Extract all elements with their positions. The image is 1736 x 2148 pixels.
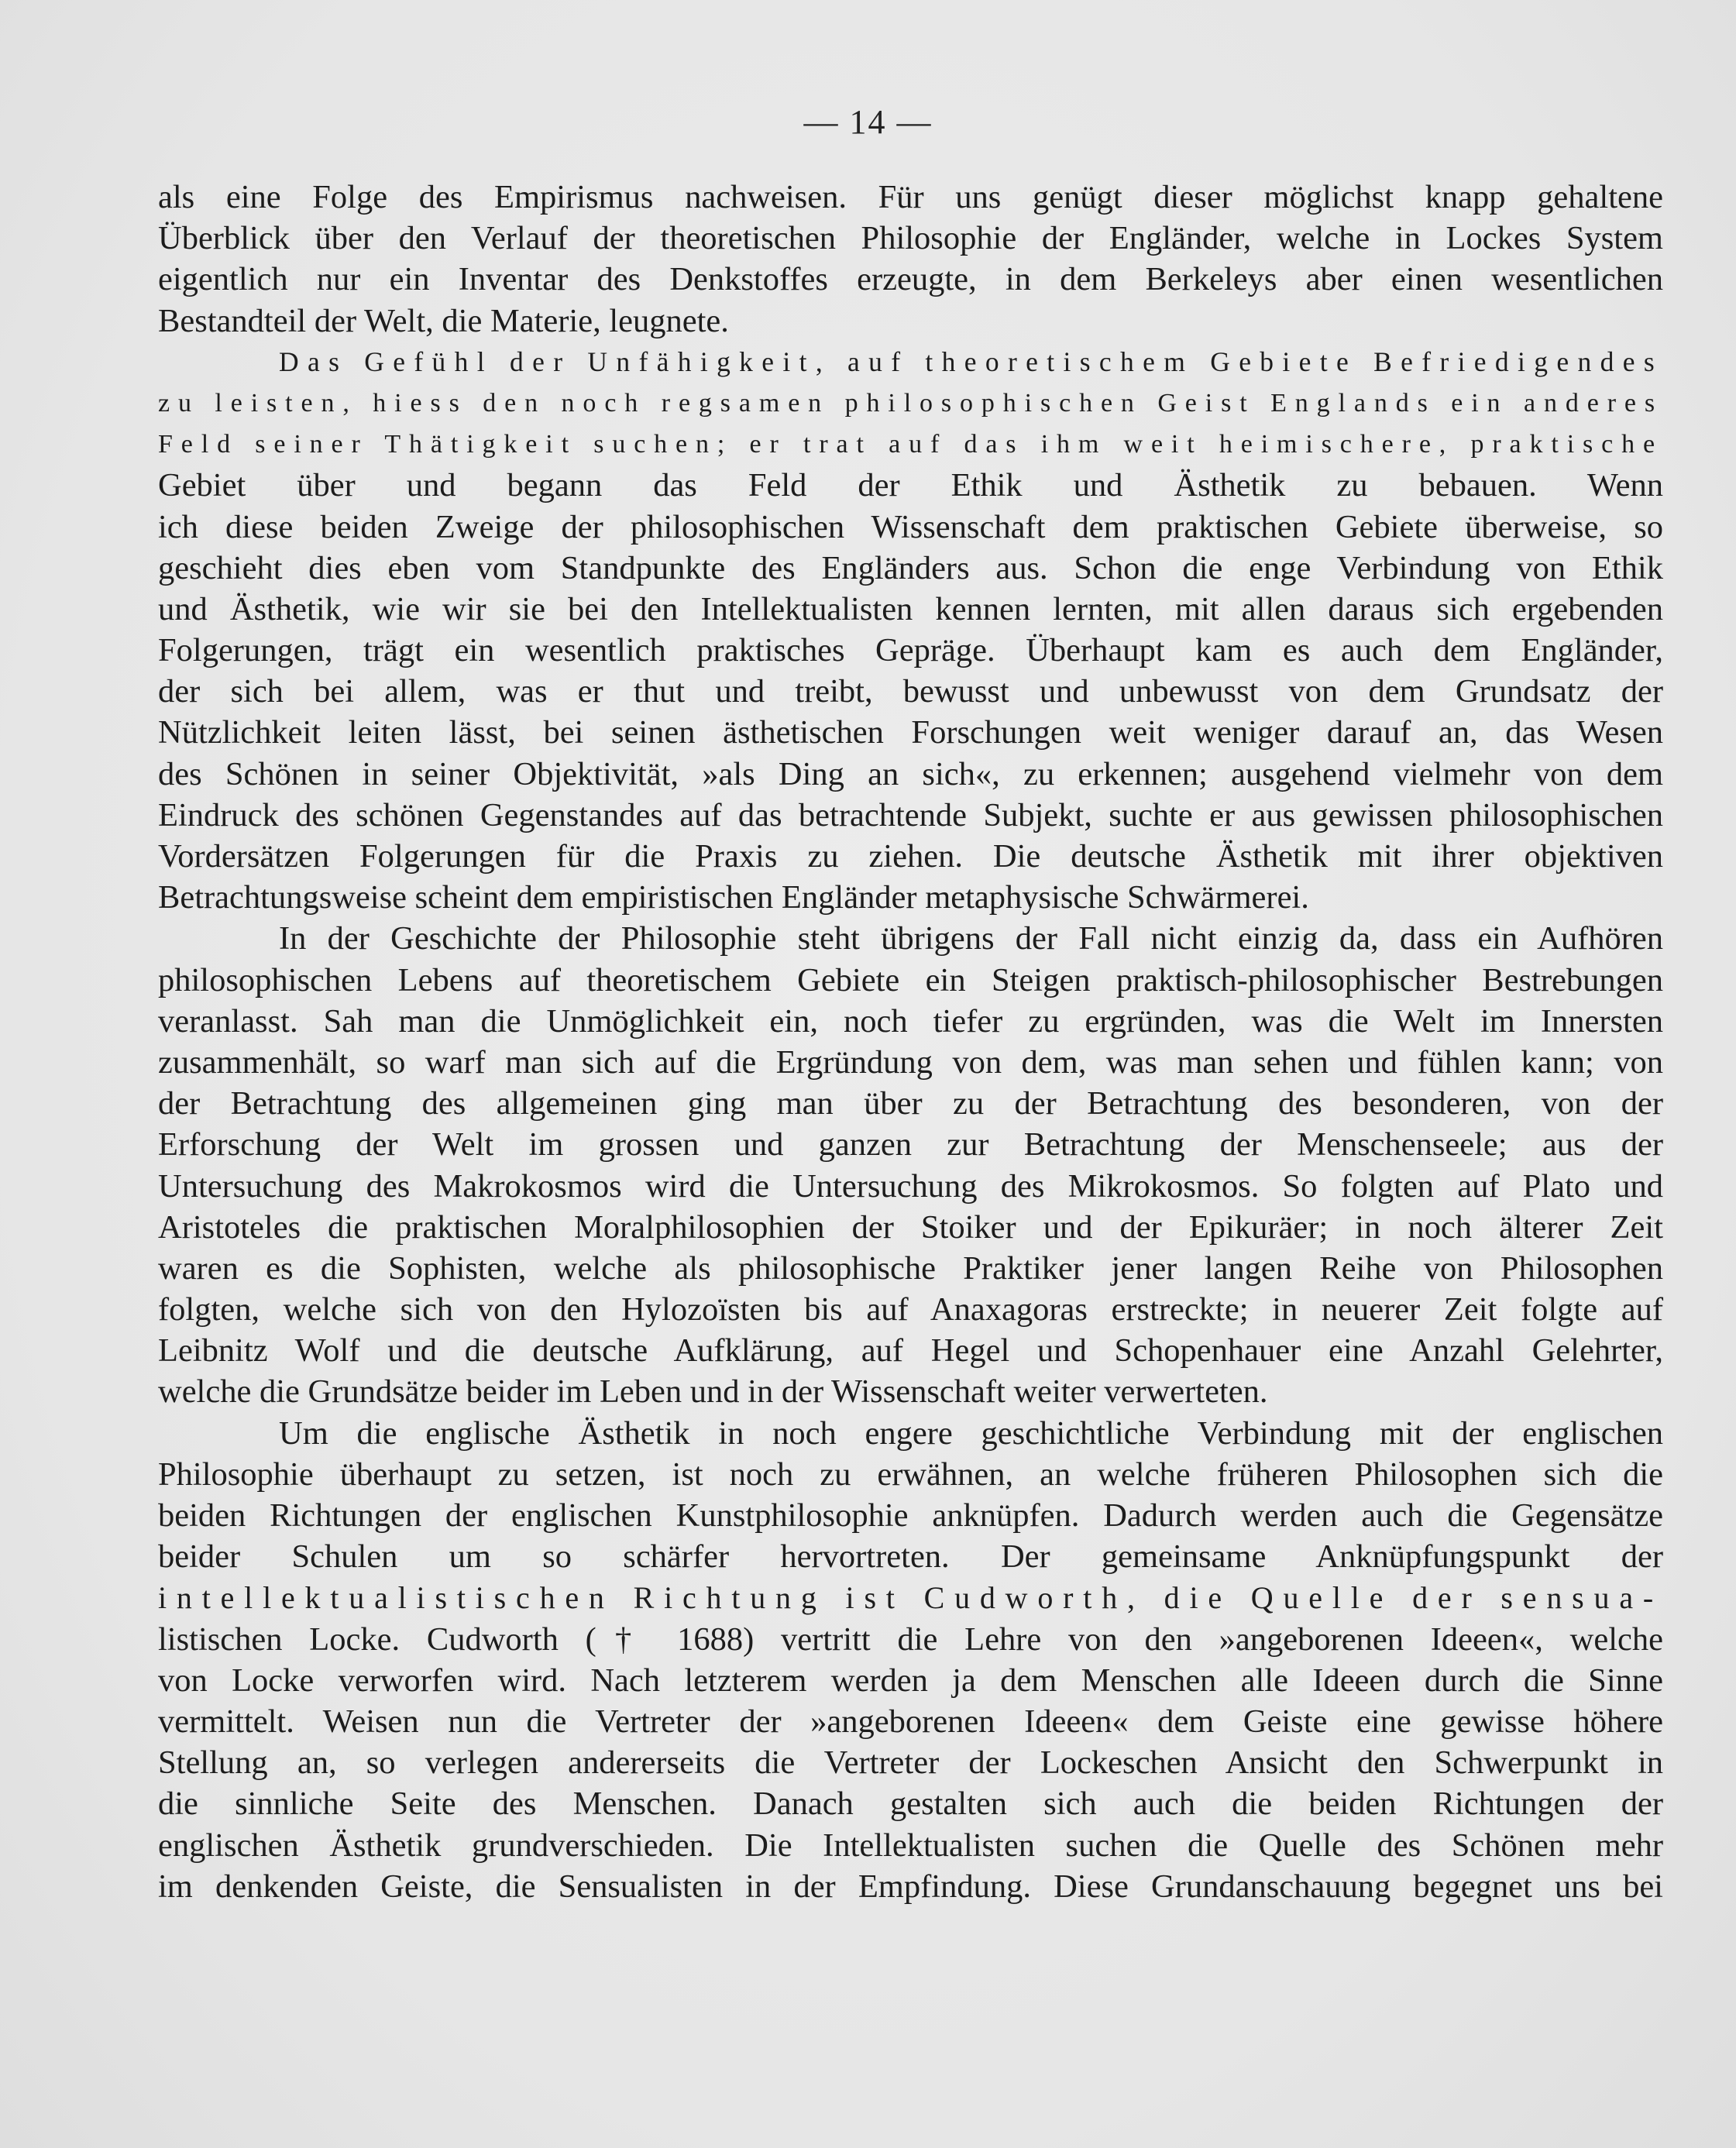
text-line: von Locke verworfen wird. Nach letzterem werden ja dem Menschen alle Ideeen durch die Sinne bbox=[158, 1662, 1663, 1699]
text-line: des Schönen in seiner Objektivität, »als Ding an sich«, zu erkennen; ausgehend vielmehr von dem bbox=[158, 755, 1663, 792]
text-line: im denkenden Geiste, die Sensualisten in der Empfindung. Diese Grundanschauung begegnet uns bei bbox=[158, 1868, 1663, 1905]
text-line: veranlasst. Sah man die Unmöglichkeit ein, noch tiefer zu ergründen, was die Welt im Innersten bbox=[158, 1002, 1663, 1040]
text-line: intellektualistischen Richtung ist Cudworth, die Quelle der sensua- bbox=[158, 1580, 1663, 1616]
text-line: als eine Folge des Empirismus nachweisen. Für uns genügt dieser möglichst knapp gehaltene bbox=[158, 179, 1663, 215]
text-line: Stellung an, so verlegen andererseits die Vertreter der Lockeschen Ansicht den Schwerpunkt in bbox=[158, 1744, 1663, 1782]
text-line: Vordersätzen Folgerungen für die Praxis zu ziehen. Die deutsche Ästhetik mit ihrer objektiven bbox=[158, 838, 1663, 875]
text-line: beider Schulen um so schärfer hervortreten. Der gemeinsame Anknüpfungspunkt der bbox=[158, 1538, 1663, 1576]
text-line: listischen Locke. Cudworth († 1688) vertritt die Lehre von den »angeborenen Ideeen«, welche bbox=[158, 1620, 1663, 1658]
text-line: Um die englische Ästhetik in noch engere geschichtliche Verbindung mit der englischen bbox=[279, 1414, 1663, 1452]
text-line: Erforschung der Welt im grossen und ganzen zur Betrachtung der Menschenseele; aus der bbox=[158, 1126, 1663, 1163]
text-line: geschieht dies eben vom Standpunkte des Engländers aus. Schon die enge Verbindung von Ethik bbox=[158, 549, 1663, 586]
text-line: waren es die Sophisten, welche als philosophische Praktiker jener langen Reihe von Philosophen bbox=[158, 1249, 1663, 1287]
text-line: Betrachtungsweise scheint dem empiristischen Engländer metaphysische Schwärmerei. bbox=[158, 879, 1309, 916]
text-line: der sich bei allem, was er thut und treibt, bewusst und unbewusst von dem Grundsatz der bbox=[158, 673, 1663, 710]
text-line: Untersuchung des Makrokosmos wird die Untersuchung des Mikrokosmos. So folgten auf Plato und bbox=[158, 1167, 1663, 1205]
text-line: Gebiet über und begann das Feld der Ethik und Ästhetik zu bebauen. Wenn bbox=[158, 467, 1663, 504]
text-line: Aristoteles die praktischen Moralphilosophien der Stoiker und der Epikuräer; in noch älterer Zeit bbox=[158, 1208, 1663, 1246]
body-text bbox=[158, 177, 1663, 1907]
text-line: Nützlichkeit leiten lässt, bei seinen ästhetischen Forschungen weit weniger darauf an, das Wesen bbox=[158, 714, 1663, 751]
text-line: Überblick über den Verlauf der theoretischen Philosophie der Engländer, welche in Lockes System bbox=[158, 220, 1663, 257]
text-line: In der Geschichte der Philosophie steht übrigens der Fall nicht einzig da, dass ein Aufhören bbox=[279, 920, 1663, 957]
text-line: philosophischen Lebens auf theoretischem Gebiete ein Steigen praktisch-philosophischer Bestrebungen bbox=[158, 961, 1663, 998]
text-line: Philosophie überhaupt zu setzen, ist noch zu erwähnen, an welche früheren Philosophen sich die bbox=[158, 1455, 1663, 1493]
text-line: folgten, welche sich von den Hylozoïsten bis auf Anaxagoras erstreckte; in neuerer Zeit folgte auf bbox=[158, 1291, 1663, 1328]
text-line: Eindruck des schönen Gegenstandes auf das betrachtende Subjekt, suchte er aus gewissen philosophischen bbox=[158, 796, 1663, 833]
text-line: zusammenhält, so warf man sich auf die Ergründung von dem, was man sehen und fühlen kann; von bbox=[158, 1043, 1663, 1081]
text-line: und Ästhetik, wie wir sie bei den Intellektualisten kennen lernten, mit allen daraus sich ergebenden bbox=[158, 590, 1663, 627]
text-line: eigentlich nur ein Inventar des Denkstoffes erzeugte, in dem Berkeleys aber einen wesentlichen bbox=[158, 261, 1663, 298]
text-line: Leibnitz Wolf und die deutsche Aufklärung, auf Hegel und Schopenhauer eine Anzahl Gelehrter, bbox=[158, 1332, 1663, 1370]
text-line: zu leisten, hiess den noch regsamen philosophischen Geist Englands ein anderes bbox=[158, 388, 1663, 418]
text-line: ich diese beiden Zweige der philosophischen Wissenschaft dem praktischen Gebiete überweise, so bbox=[158, 508, 1663, 545]
text-line: welche die Grundsätze beider im Leben und in der Wissenschaft weiter verwerteten. bbox=[158, 1373, 1268, 1411]
text-line: Das Gefühl der Unfähigkeit, auf theoretischem Gebiete Befriedigendes bbox=[279, 345, 1663, 377]
text-line: Feld seiner Thätigkeit suchen; er trat auf das ihm weit heimischere, praktische bbox=[158, 430, 1663, 459]
text-line: englischen Ästhetik grundverschieden. Die Intellektualisten suchen die Quelle des Schönen mehr bbox=[158, 1827, 1663, 1864]
text-line: der Betrachtung des allgemeinen ging man über zu der Betrachtung des besonderen, von der bbox=[158, 1085, 1663, 1122]
text-line: Bestandteil der Welt, die Materie, leugnete. bbox=[158, 302, 729, 339]
text-line: vermittelt. Weisen nun die Vertreter der »angeborenen Ideeen« dem Geiste eine gewisse höhere bbox=[158, 1703, 1663, 1740]
text-line: die sinnliche Seite des Menschen. Danach gestalten sich auch die beiden Richtungen der bbox=[158, 1785, 1663, 1823]
text-line: Folgerungen, trägt ein wesentlich praktisches Gepräge. Überhaupt kam es auch dem Engländer, bbox=[158, 632, 1663, 669]
page-number: — 14 — bbox=[803, 103, 933, 141]
text-line: beiden Richtungen der englischen Kunstphilosophie anknüpfen. Dadurch werden auch die Gegensätze bbox=[158, 1497, 1663, 1534]
